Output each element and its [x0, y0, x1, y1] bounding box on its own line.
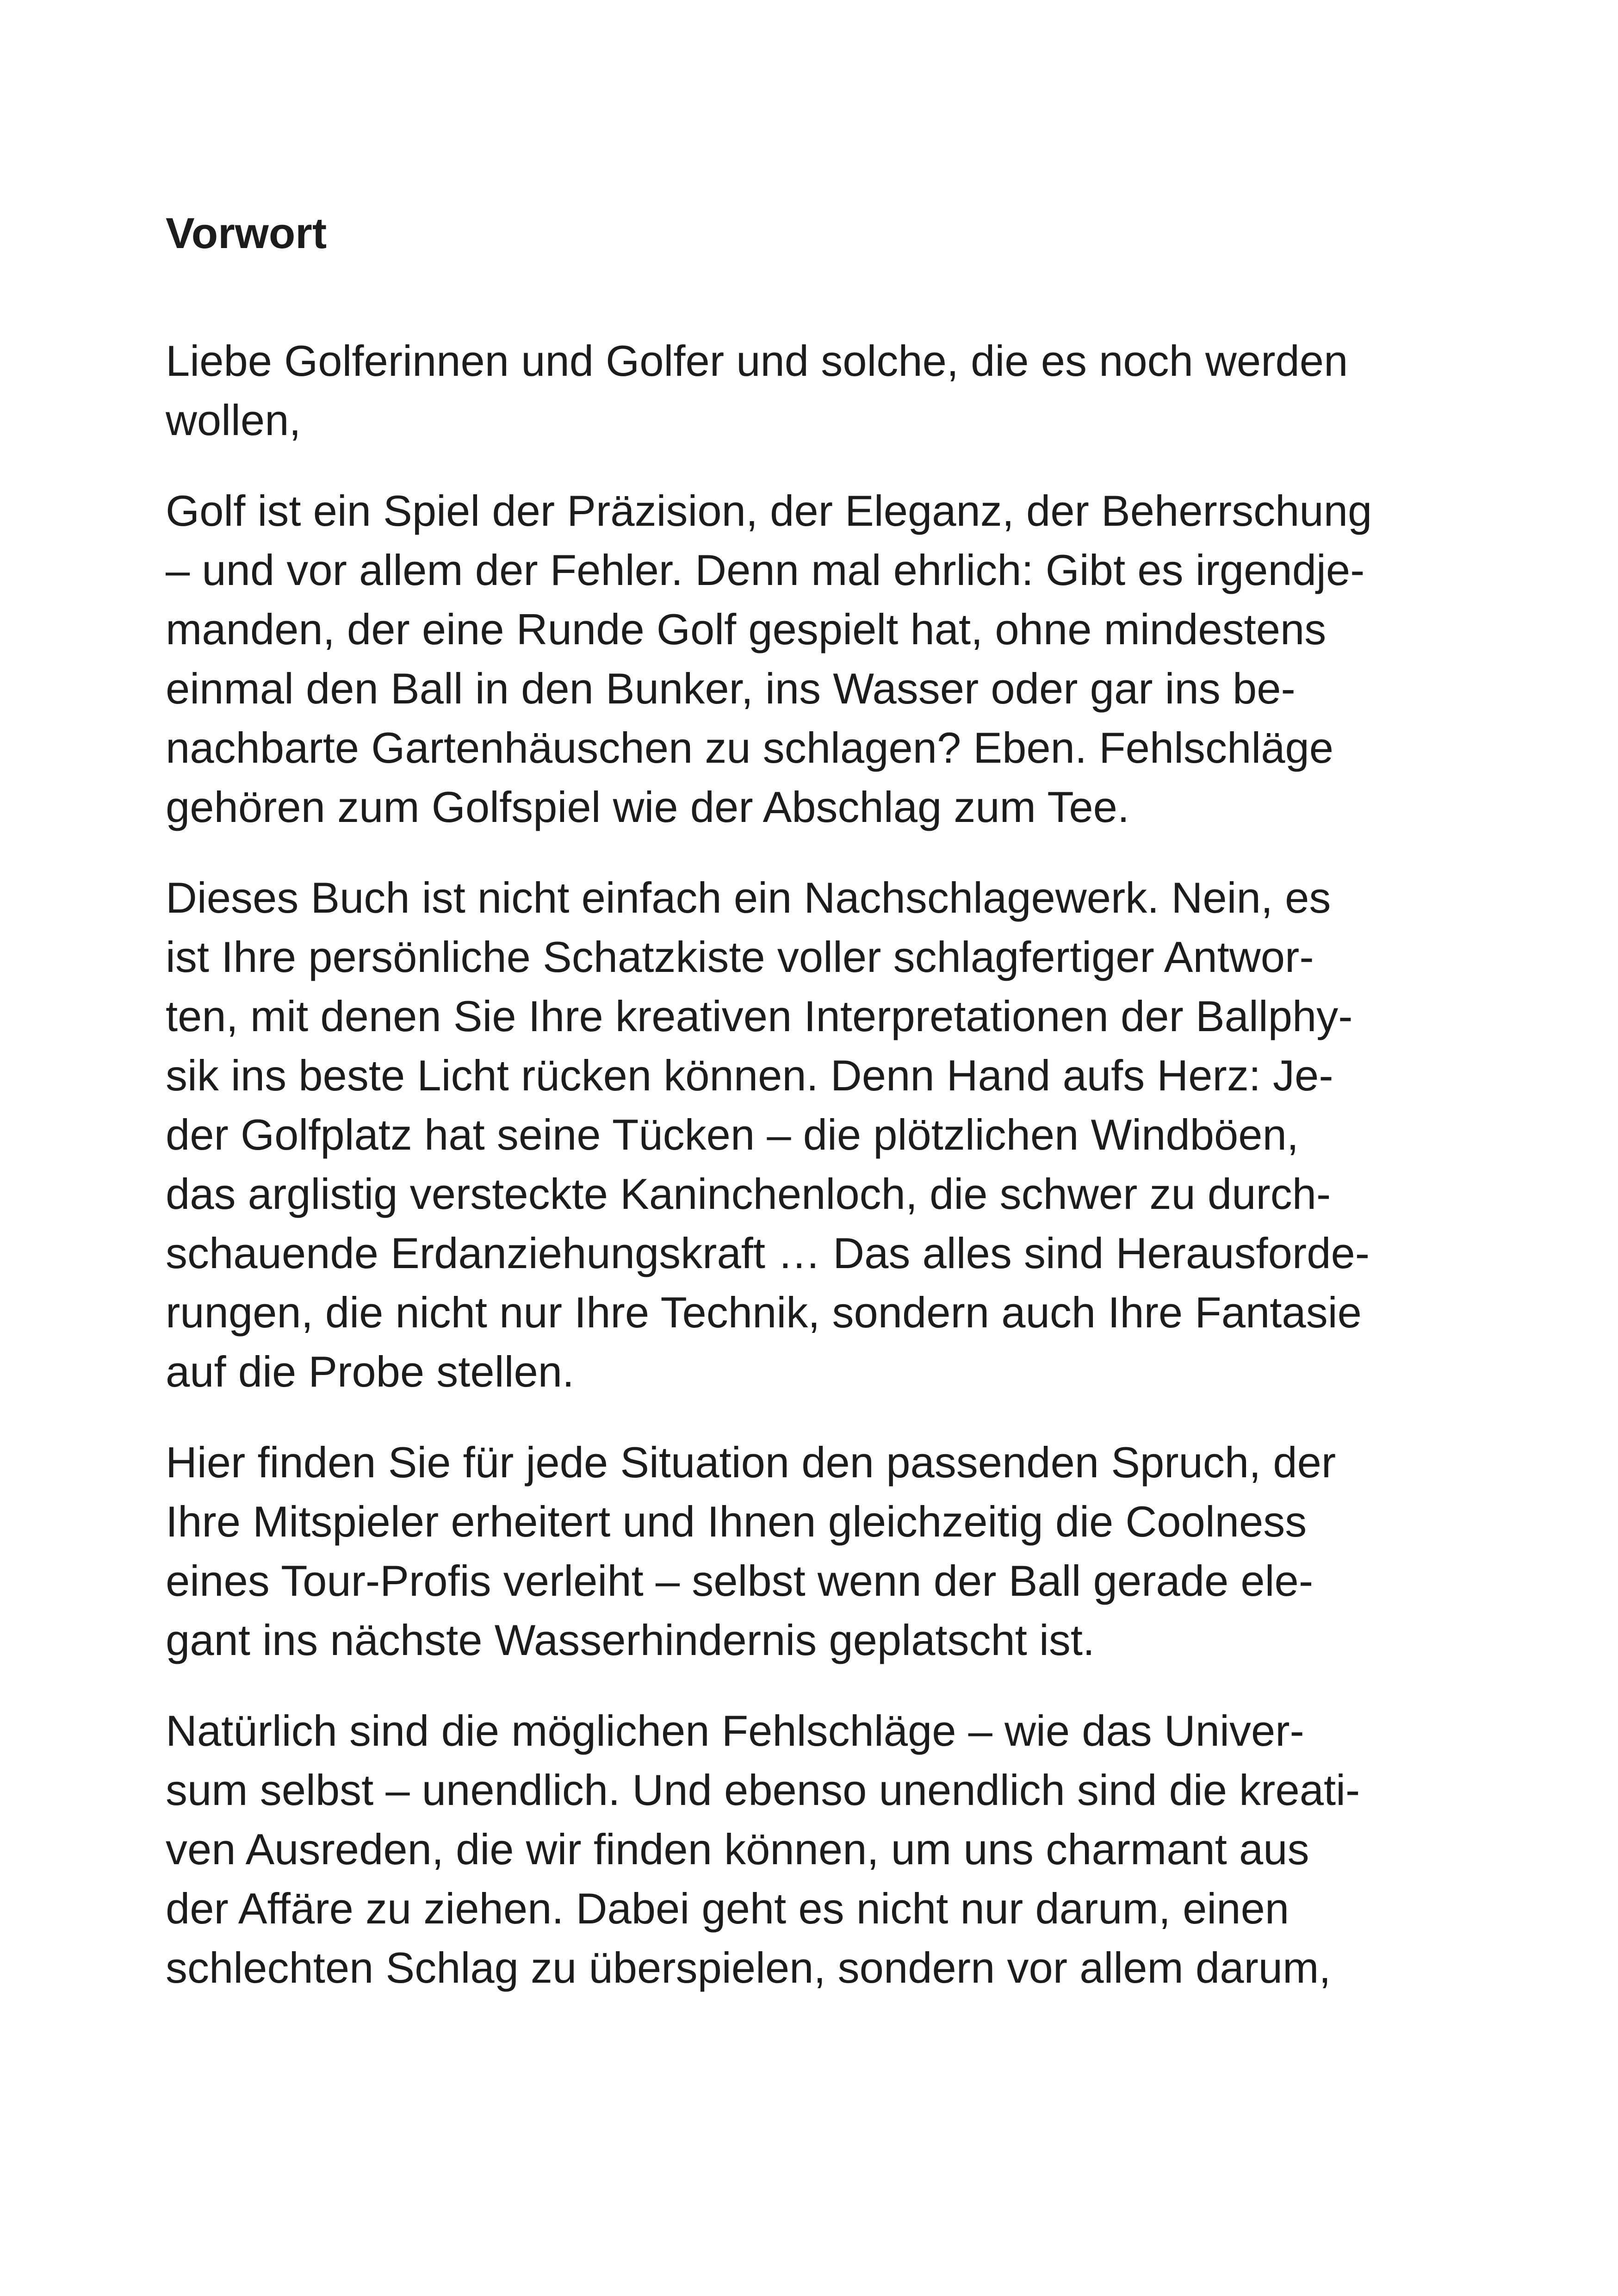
text-line: gehören zum Golfspiel wie der Abschlag zum Tee. — [166, 783, 1130, 831]
paragraph-1 — [166, 331, 1461, 450]
page-title: Vorwort — [166, 209, 327, 257]
text-line: wollen, — [166, 396, 301, 444]
text-line: manden, der eine Runde Golf gespielt hat, ohne mindestens — [166, 605, 1327, 653]
text-line: rungen, die nicht nur Ihre Technik, sondern auch Ihre Fantasie — [166, 1288, 1362, 1337]
text-line: der Golfplatz hat seine Tücken – die plötzlichen Windböen, — [166, 1110, 1299, 1159]
text-line: nachbarte Gartenhäuschen zu schlagen? Eben. Fehlschläge — [166, 723, 1334, 772]
text-line: Natürlich sind die möglichen Fehlschläge – wie das Univer- — [166, 1706, 1304, 1755]
paragraph-5 — [166, 1701, 1461, 1997]
text-line: Dieses Buch ist nicht einfach ein Nachschlagewerk. Nein, es — [166, 873, 1331, 922]
text-line: gant ins nächste Wasserhindernis geplatscht ist. — [166, 1616, 1095, 1664]
text-line: Hier finden Sie für jede Situation den passenden Spruch, der — [166, 1438, 1336, 1487]
paragraph-3 — [166, 868, 1461, 1401]
text-line: ist Ihre persönliche Schatzkiste voller schlagfertiger Antwor- — [166, 933, 1314, 981]
text-line: sik ins beste Licht rücken können. Denn Hand aufs Herz: Je- — [166, 1051, 1333, 1100]
text-line: der Affäre zu ziehen. Dabei geht es nicht nur darum, einen — [166, 1884, 1289, 1933]
text-line: schauende Erdanziehungskraft … Das alles sind Herausforde- — [166, 1229, 1370, 1277]
paragraph-2 — [166, 481, 1461, 837]
text-line: ven Ausreden, die wir finden können, um uns charmant aus — [166, 1825, 1309, 1873]
text-line: Ihre Mitspieler erheitert und Ihnen gleichzeitig die Coolness — [166, 1497, 1307, 1546]
paragraph-4 — [166, 1433, 1461, 1670]
text-line: – und vor allem der Fehler. Denn mal ehrlich: Gibt es irgendje- — [166, 546, 1365, 594]
text-line: eines Tour-Profis verleiht – selbst wenn der Ball gerade ele- — [166, 1556, 1314, 1605]
text-line: Golf ist ein Spiel der Präzision, der Eleganz, der Beherrschung — [166, 486, 1372, 535]
text-line: auf die Probe stellen. — [166, 1347, 575, 1396]
text-line: ten, mit denen Sie Ihre kreativen Interpretationen der Ballphy- — [166, 992, 1353, 1040]
text-line: Liebe Golferinnen und Golfer und solche, die es noch werden — [166, 336, 1348, 385]
page-content — [166, 204, 1461, 2029]
text-line: das arglistig versteckte Kaninchenloch, die schwer zu durch- — [166, 1170, 1331, 1218]
text-line: einmal den Ball in den Bunker, ins Wasser oder gar ins be- — [166, 664, 1296, 713]
text-line: schlechten Schlag zu überspielen, sondern vor allem darum, — [166, 1943, 1331, 1992]
text-line: sum selbst – unendlich. Und ebenso unendlich sind die kreati- — [166, 1766, 1360, 1814]
